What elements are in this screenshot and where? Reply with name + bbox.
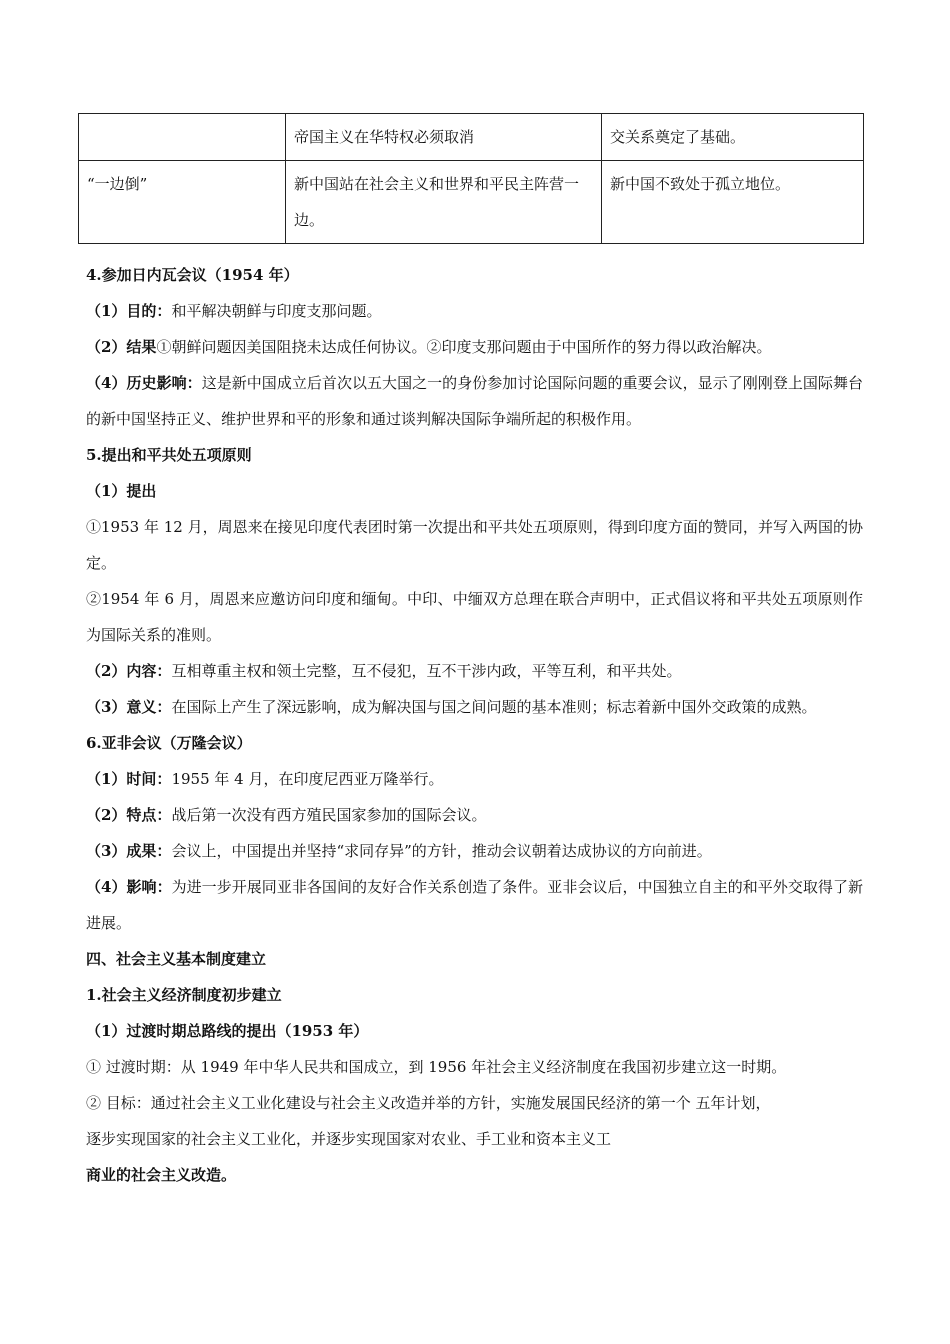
paragraph-label: （3）成果： [86,842,172,860]
table-cell: “一边倒” [79,161,286,244]
paragraph: 逐步实现国家的社会主义工业化，并逐步实现国家对农业、手工业和资本主义工 [86,1130,612,1148]
paragraph [86,365,863,437]
document-body [86,257,863,1193]
paragraph-label: （2）内容： [86,662,172,680]
paragraph [86,293,863,329]
table-cell [79,114,286,161]
section-heading: 1.社会主义经济制度初步建立 [86,986,282,1004]
table-row [79,161,864,244]
table-cell: 帝国主义在华特权必须取消 [286,114,602,161]
paragraph-label: （2）特点： [86,806,172,824]
paragraph-text: 1955 年 4 月，在印度尼西亚万隆举行。 [171,770,444,788]
paragraph [86,689,863,725]
table-cell: 新中国站在社会主义和世界和平民主阵营一边。 [286,161,602,244]
section-heading: 5.提出和平共处五项原则 [86,446,252,464]
paragraph-text: 为进一步开展同亚非各国间的友好合作关系创造了条件。亚非会议后，中国独立自主的和平外交取得了新进展。 [86,878,863,932]
paragraph-text: 这是新中国成立后首次以五大国之一的身份参加讨论国际问题的重要会议，显示了刚刚登上国际舞台的新中国坚持正义、维护世界和平的形象和通过谈判解决国际争端所起的积极作用。 [86,374,863,428]
paragraph-text: 会议上，中国提出并坚持“求同存异”的方针，推动会议朝着达成协议的方向前进。 [171,842,712,860]
paragraph-text: 战后第一次没有西方殖民国家参加的国际会议。 [171,806,487,824]
table-cell: 新中国不致处于孤立地位。 [602,161,864,244]
paragraph-label: （1）时间： [86,770,172,788]
section-heading: 6.亚非会议（万隆会议） [86,734,252,752]
foreign-policy-table [78,113,864,244]
paragraph-text: ①朝鲜问题因美国阻挠未达成任何协议。②印度支那问题由于中国所作的努力得以政治解决。 [156,338,772,356]
paragraph [86,761,863,797]
paragraph: 商业的社会主义改造。 [86,1166,237,1184]
paragraph: ②1954 年 6 月，周恩来应邀访问印度和缅甸。中印、中缅双方总理在联合声明中，正式倡议将和平共处五项原则作为国际关系的准则。 [86,590,863,644]
paragraph-text: 和平解决朝鲜与印度支那问题。 [171,302,382,320]
paragraph [86,797,863,833]
paragraph: ② 目标：通过社会主义工业化建设与社会主义改造并举的方针，实施发展国民经济的第一个 五年计划， [86,1094,771,1112]
paragraph: ①1953 年 12 月，周恩来在接见印度代表团时第一次提出和平共处五项原则，得到印度方面的赞同，并写入两国的协定。 [86,518,863,572]
paragraph-label: （1）目的： [86,302,172,320]
paragraph [86,653,863,689]
sub-heading: （1）过渡时期总路线的提出（1953 年） [86,1022,369,1040]
table-cell: 交关系奠定了基础。 [602,114,864,161]
paragraph [86,833,863,869]
paragraph: ① 过渡时期：从 1949 年中华人民共和国成立，到 1956 年社会主义经济制度在我国初步建立这一时期。 [86,1058,787,1076]
paragraph-label: （4）影响： [86,878,172,896]
paragraph-text: 在国际上产生了深远影响，成为解决国与国之间问题的基本准则；标志着新中国外交政策的成熟。 [171,698,817,716]
table-row [79,114,864,161]
paragraph [86,869,863,941]
paragraph-label: （2）结果 [86,338,157,356]
paragraph [86,329,863,365]
paragraph-label: （3）意义： [86,698,172,716]
paragraph-label: （4）历史影响： [86,374,202,392]
chapter-heading: 四、社会主义基本制度建立 [86,950,267,968]
sub-heading: （1）提出 [86,482,157,500]
paragraph-text: 互相尊重主权和领土完整，互不侵犯，互不干涉内政，平等互利，和平共处。 [171,662,682,680]
section-heading: 4.参加日内瓦会议（1954 年） [86,266,299,284]
